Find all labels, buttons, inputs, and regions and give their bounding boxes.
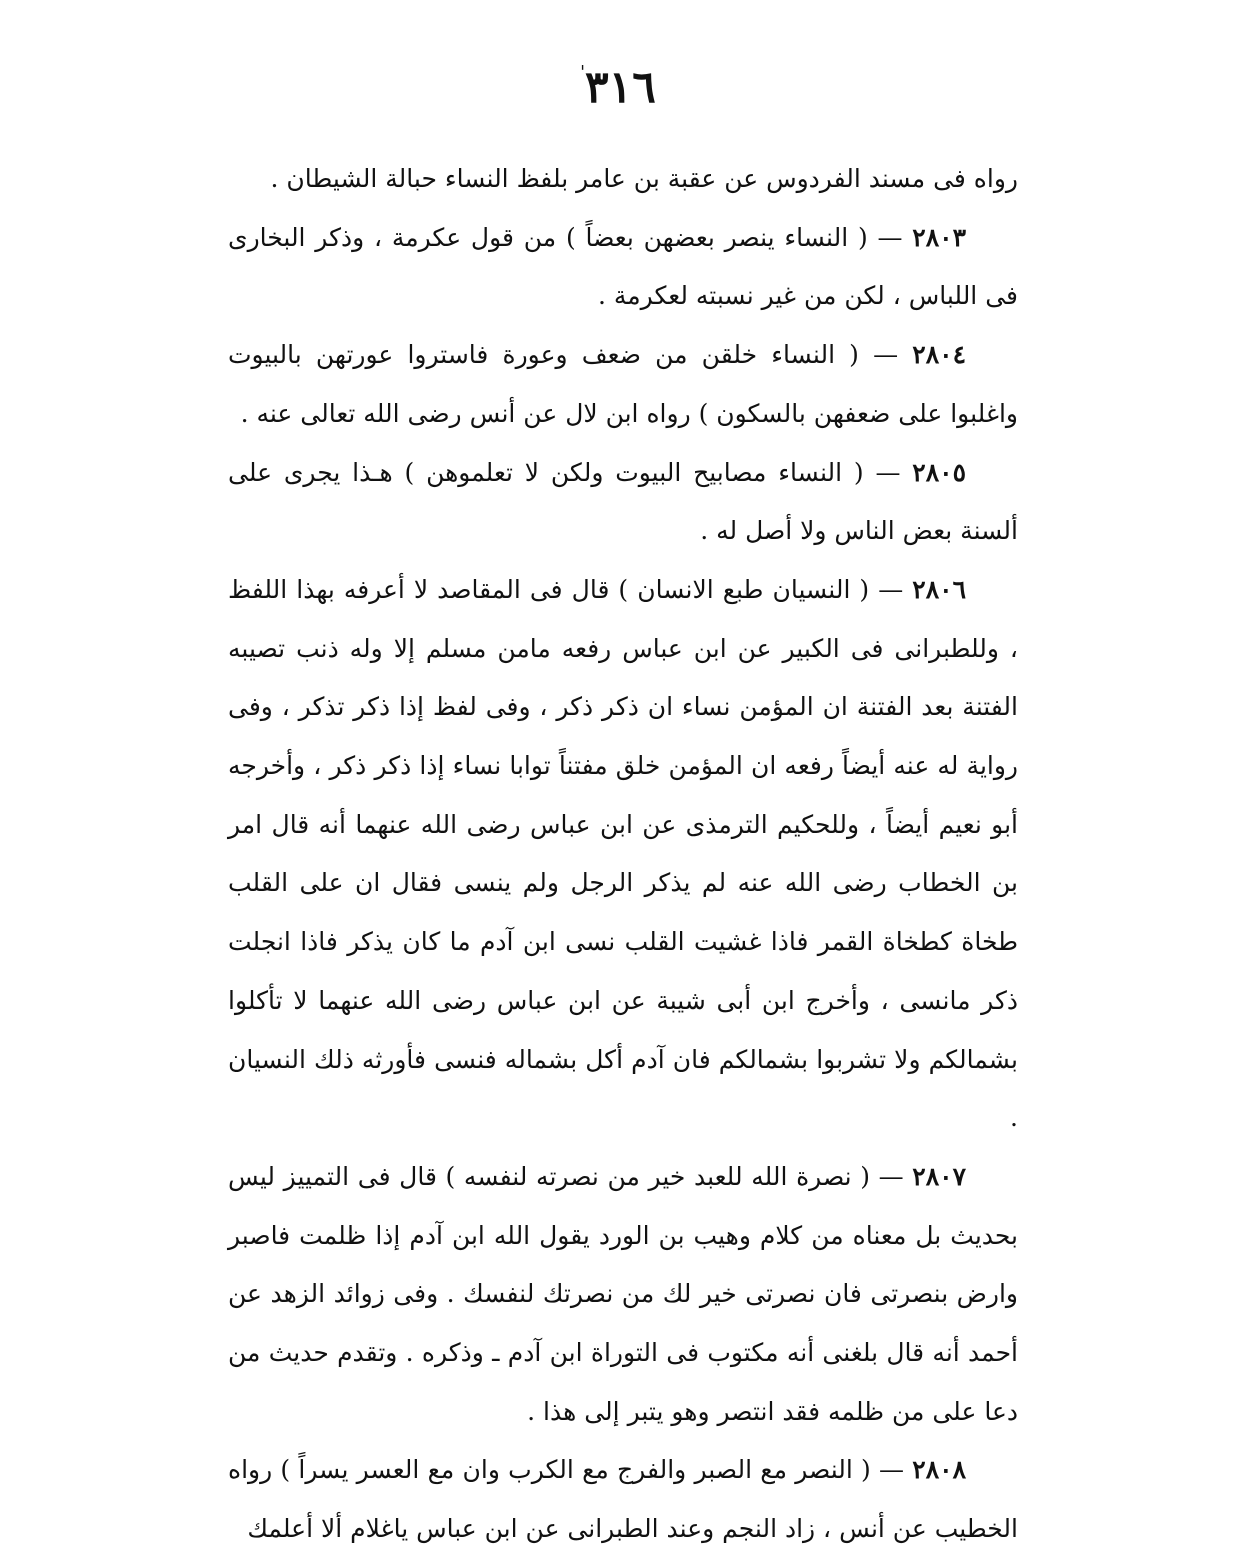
entry-dash: — — [875, 457, 901, 487]
entry-2803 — [228, 209, 1018, 326]
entry-number: ٢٨٠٤ — [912, 340, 967, 370]
entry-number: ٢٨٠٣ — [912, 222, 967, 252]
page-number-mark: ' — [580, 62, 586, 83]
entry-number: ٢٨٠٦ — [912, 574, 967, 604]
entry-dash: — — [879, 1455, 905, 1485]
entry-dash: — — [873, 340, 899, 370]
page-number — [530, 62, 700, 113]
entry-2804 — [228, 326, 1018, 443]
entry-text: ( النصر مع الصبر والفرج مع الكرب وان مع العسر يسراً ) رواه الخطيب عن أنس ، زاد النجم وعند الطبرانى عن ابن عباس ياغلام ألا أعلمك — [228, 1455, 1018, 1544]
entry-2807 — [228, 1148, 1018, 1442]
entry-2808 — [228, 1441, 1018, 1558]
entry-text: ( النساء خلقن من ضعف وعورة فاستروا عورتهن بالبيوت واغلبوا على ضعفهن بالسكون ) رواه ابن لال عن أنس رضى الله تعالى عنه . — [228, 340, 1018, 428]
entry-dash: — — [877, 222, 903, 252]
entry-number: ٢٨٠٥ — [912, 457, 966, 487]
entry-number: ٢٨٠٧ — [912, 1161, 966, 1191]
entry-number: ٢٨٠٨ — [912, 1455, 967, 1485]
intro-paragraph: رواه فى مسند الفردوس عن عقبة بن عامر بلفظ النساء حبالة الشيطان . — [270, 164, 1018, 193]
entry-2805 — [228, 444, 1018, 561]
entry-text: ( النساء ينصر بعضهن بعضاً ) من قول عكرمة ، وذكر البخارى فى اللباس ، لكن من غير نسبته لعكرمة . — [228, 222, 1018, 311]
entry-dash: — — [878, 1161, 904, 1191]
body-text — [228, 150, 1018, 1559]
entry-dash: — — [878, 574, 904, 604]
entry-text: ( النسيان طبع الانسان ) قال فى المقاصد لا أعرفه بهذا اللفظ ، وللطبرانى فى الكبير عن ابن عباس رفعه مامن مسلم إلا وله ذنب تصيبه الفتنة بعد الفتنة ان المؤمن نساء ان ذكر ذكر ، وفى لفظ إذا ذكر تذكر ، وفى رواية له عنه أيضاً رفعه ان المؤمن خلق مفتناً توابا نساء إذا ذكر ذكر ، وأخرجه أبو نعيم أيضاً ، وللحكيم الترمذى عن ابن عباس رضى الله عنهما أنه قال امر بن الخطاب رضى الله عنه لم يذكر الرجل ولم ينسى فقال ان على القلب طخاة كطخاة القمر فاذا غشيت القلب نسى ابن آدم ما كان يذكر فاذا انجلت ذكر مانسى ، وأخرج ابن أبى شيبة عن ابن عباس رضى الله عنهما لا تأكلوا بشمالكم ولا تشربوا بشمالكم فان آدم أكل بشماله فنسى فأورثه ذلك النسيان . — [228, 574, 1019, 1133]
entry-text: ( النساء مصابيح البيوت ولكن لا تعلموهن ) هـذا يجرى على ألسنة بعض الناس ولا أصل له . — [228, 457, 1018, 546]
entry-2806 — [228, 561, 1018, 1148]
page-number-value: ٣١٦ — [585, 62, 656, 113]
entry-text: ( نصرة الله للعبد خير من نصرته لنفسه ) قال فى التمييز ليس بحديث بل معناه من كلام وهيب بن الورد يقول الله ابن آدم إذا ظلمت فاصبر وارض بنصرتى فان نصرتى خير لك من نصرتك لنفسك . وفى زوائد الزهد عن أحمد أنه قال بلغنى أنه مكتوب فى التوراة ابن آدم ـ وذكره . وتقدم حديث من دعا على من ظلمه فقد انتصر وهو يتبر إلى هذا . — [228, 1161, 1018, 1426]
